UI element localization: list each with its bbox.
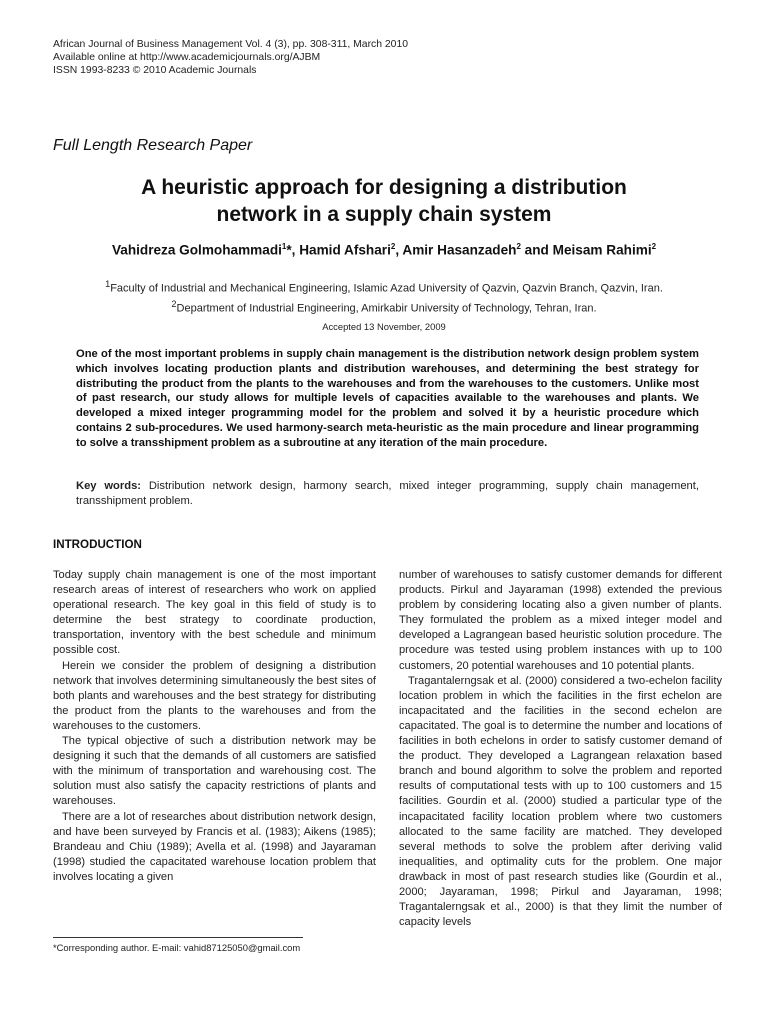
author-affiliation-mark: 2 (390, 242, 396, 251)
abstract: One of the most important problems in supply chain management is the distribution network design problem system which involves locating production plants and distribution warehouses, and determining the best strategy for distributing the product from the plants to the warehouses and from the warehouses to the customers. Unlike most of past research, our study allows for multiple levels of capacities available to the warehouses and plants. We developed a mixed integer programming model for the problem and solved it by a heuristic procedure which contains 2 sub-procedures. We used harmony-search meta-heuristic as the main procedure and linear programming to solve a transshipment problem as a subroutine at any iteration of the main procedure. (76, 348, 699, 449)
section-heading-introduction: INTRODUCTION (53, 538, 142, 551)
paragraph: Today supply chain management is one of the most important research areas of interest of researchers who work on applied operational research. The key goal in this field of study is to determine the best strategy to coordinate production, transportation, inventory with the best schedule and minimum possible cost. (53, 569, 376, 657)
affiliation-mark: 1 (105, 279, 111, 289)
affiliation-1 (40, 277, 728, 297)
author-affiliation-mark: 2 (651, 242, 657, 251)
journal-header (53, 38, 408, 77)
keywords (76, 479, 699, 509)
accepted-date: Accepted 13 November, 2009 (322, 321, 446, 332)
author-list (40, 242, 728, 258)
author-name: Amir Hasanzadeh (402, 242, 517, 258)
affiliation-text: Department of Industrial Engineering, Amirkabir University of Technology, Tehran, Iran. (176, 302, 597, 315)
keywords-label: Key words: (76, 480, 142, 492)
right-column (399, 568, 722, 930)
paragraph: Herein we consider the problem of designing a distribution network that involves determining simultaneously the best sites of both plants and warehouses and the best strategy for distributing the product from the plants to the warehouses and from the warehouses to the customers. (53, 659, 376, 732)
footnote-divider (53, 937, 303, 938)
title-line-1: A heuristic approach for designing a distribution (141, 176, 627, 199)
author-separator: , (395, 242, 403, 258)
affiliation-2 (40, 297, 728, 317)
author-separator: and (520, 242, 553, 258)
paragraph: number of warehouses to satisfy customer demands for different products. Pirkul and Jayaraman (1998) extended the previous problem by considering locating also a given number of plants. They formulated the problem as a mixed integer model and developed a Lagrangean based heuristic solution procedure. The procedure was tested using problem instances with up to 100 customers, 20 potential warehouses and 10 potential plants. (399, 569, 722, 672)
paper-type: Full Length Research Paper (53, 137, 253, 154)
title-line-2: network in a supply chain system (216, 203, 552, 226)
affiliations (40, 277, 728, 316)
author-affiliation-mark: 1 (281, 242, 287, 251)
journal-issn: ISSN 1993-8233 © 2010 Academic Journals (53, 65, 257, 76)
author-affiliation-mark: 2 (516, 242, 521, 251)
paragraph: The typical objective of such a distribution network may be designing it such that the demands of all customers are satisfied with the minimum of transportation and warehousing cost. The solution must also satisfy the capacity restrictions of plants and warehouses. (53, 735, 376, 808)
journal-availability: Available online at http://www.academicjournals.org/AJBM (53, 52, 321, 63)
paragraph: There are a lot of researches about distribution network design, and have been surveyed by Francis et al. (1983); Aikens (1985); Brandeau and Chiu (1989); Avella et al. (1998) and Jayaraman (1998) studied the capacitated warehouse location problem that involves locating a given (53, 810, 376, 883)
left-column (53, 568, 376, 885)
author-name: Hamid Afshari (299, 242, 391, 258)
affiliation-text: Faculty of Industrial and Mechanical Engineering, Islamic Azad University of Qazvin, Qazvin Branch, Qazvin, Iran. (110, 282, 663, 295)
paragraph: Tragantalerngsak et al. (2000) considered a two-echelon facility location problem in which the facilities in the first echelon are incapacitated and the facilities in the second echelon are capacitated. The goal is to determine the number and locations of facilities in both echelons in order to satisfy customer demand of the product. They developed a Lagrangean relaxation based branch and bound algorithm to solve the problem and reported results of computational tests with up to 100 customers and 15 facilities. Gourdin et al. (2000) studied a particular type of the incapacitated facility location problem where two customers allocated to the same facility are matched. They developed several methods to solve the problem after deriving valid inequalities, and optimality cuts for the problem. One major drawback in most of past research studies like (Gourdin et al., 2000; Jayaraman, 1998; Pirkul and Jayaraman, 1998; Tragantalerngsak et al., 2000) is that they limit the number of capacity levels (399, 674, 722, 929)
keywords-text: Distribution network design, harmony search, mixed integer programming, supply chain management, transshipment problem. (76, 480, 700, 507)
author-name: Vahidreza Golmohammadi (111, 242, 282, 258)
author-separator: *, (286, 242, 300, 258)
journal-citation: African Journal of Business Management Vol. 4 (3), pp. 308-311, March 2010 (53, 39, 409, 50)
paper-title (60, 174, 708, 228)
affiliation-mark: 2 (171, 298, 177, 309)
author-name: Meisam Rahimi (552, 242, 652, 258)
corresponding-author-footnote: *Corresponding author. E-mail: vahid87125050@gmail.com (53, 942, 301, 953)
